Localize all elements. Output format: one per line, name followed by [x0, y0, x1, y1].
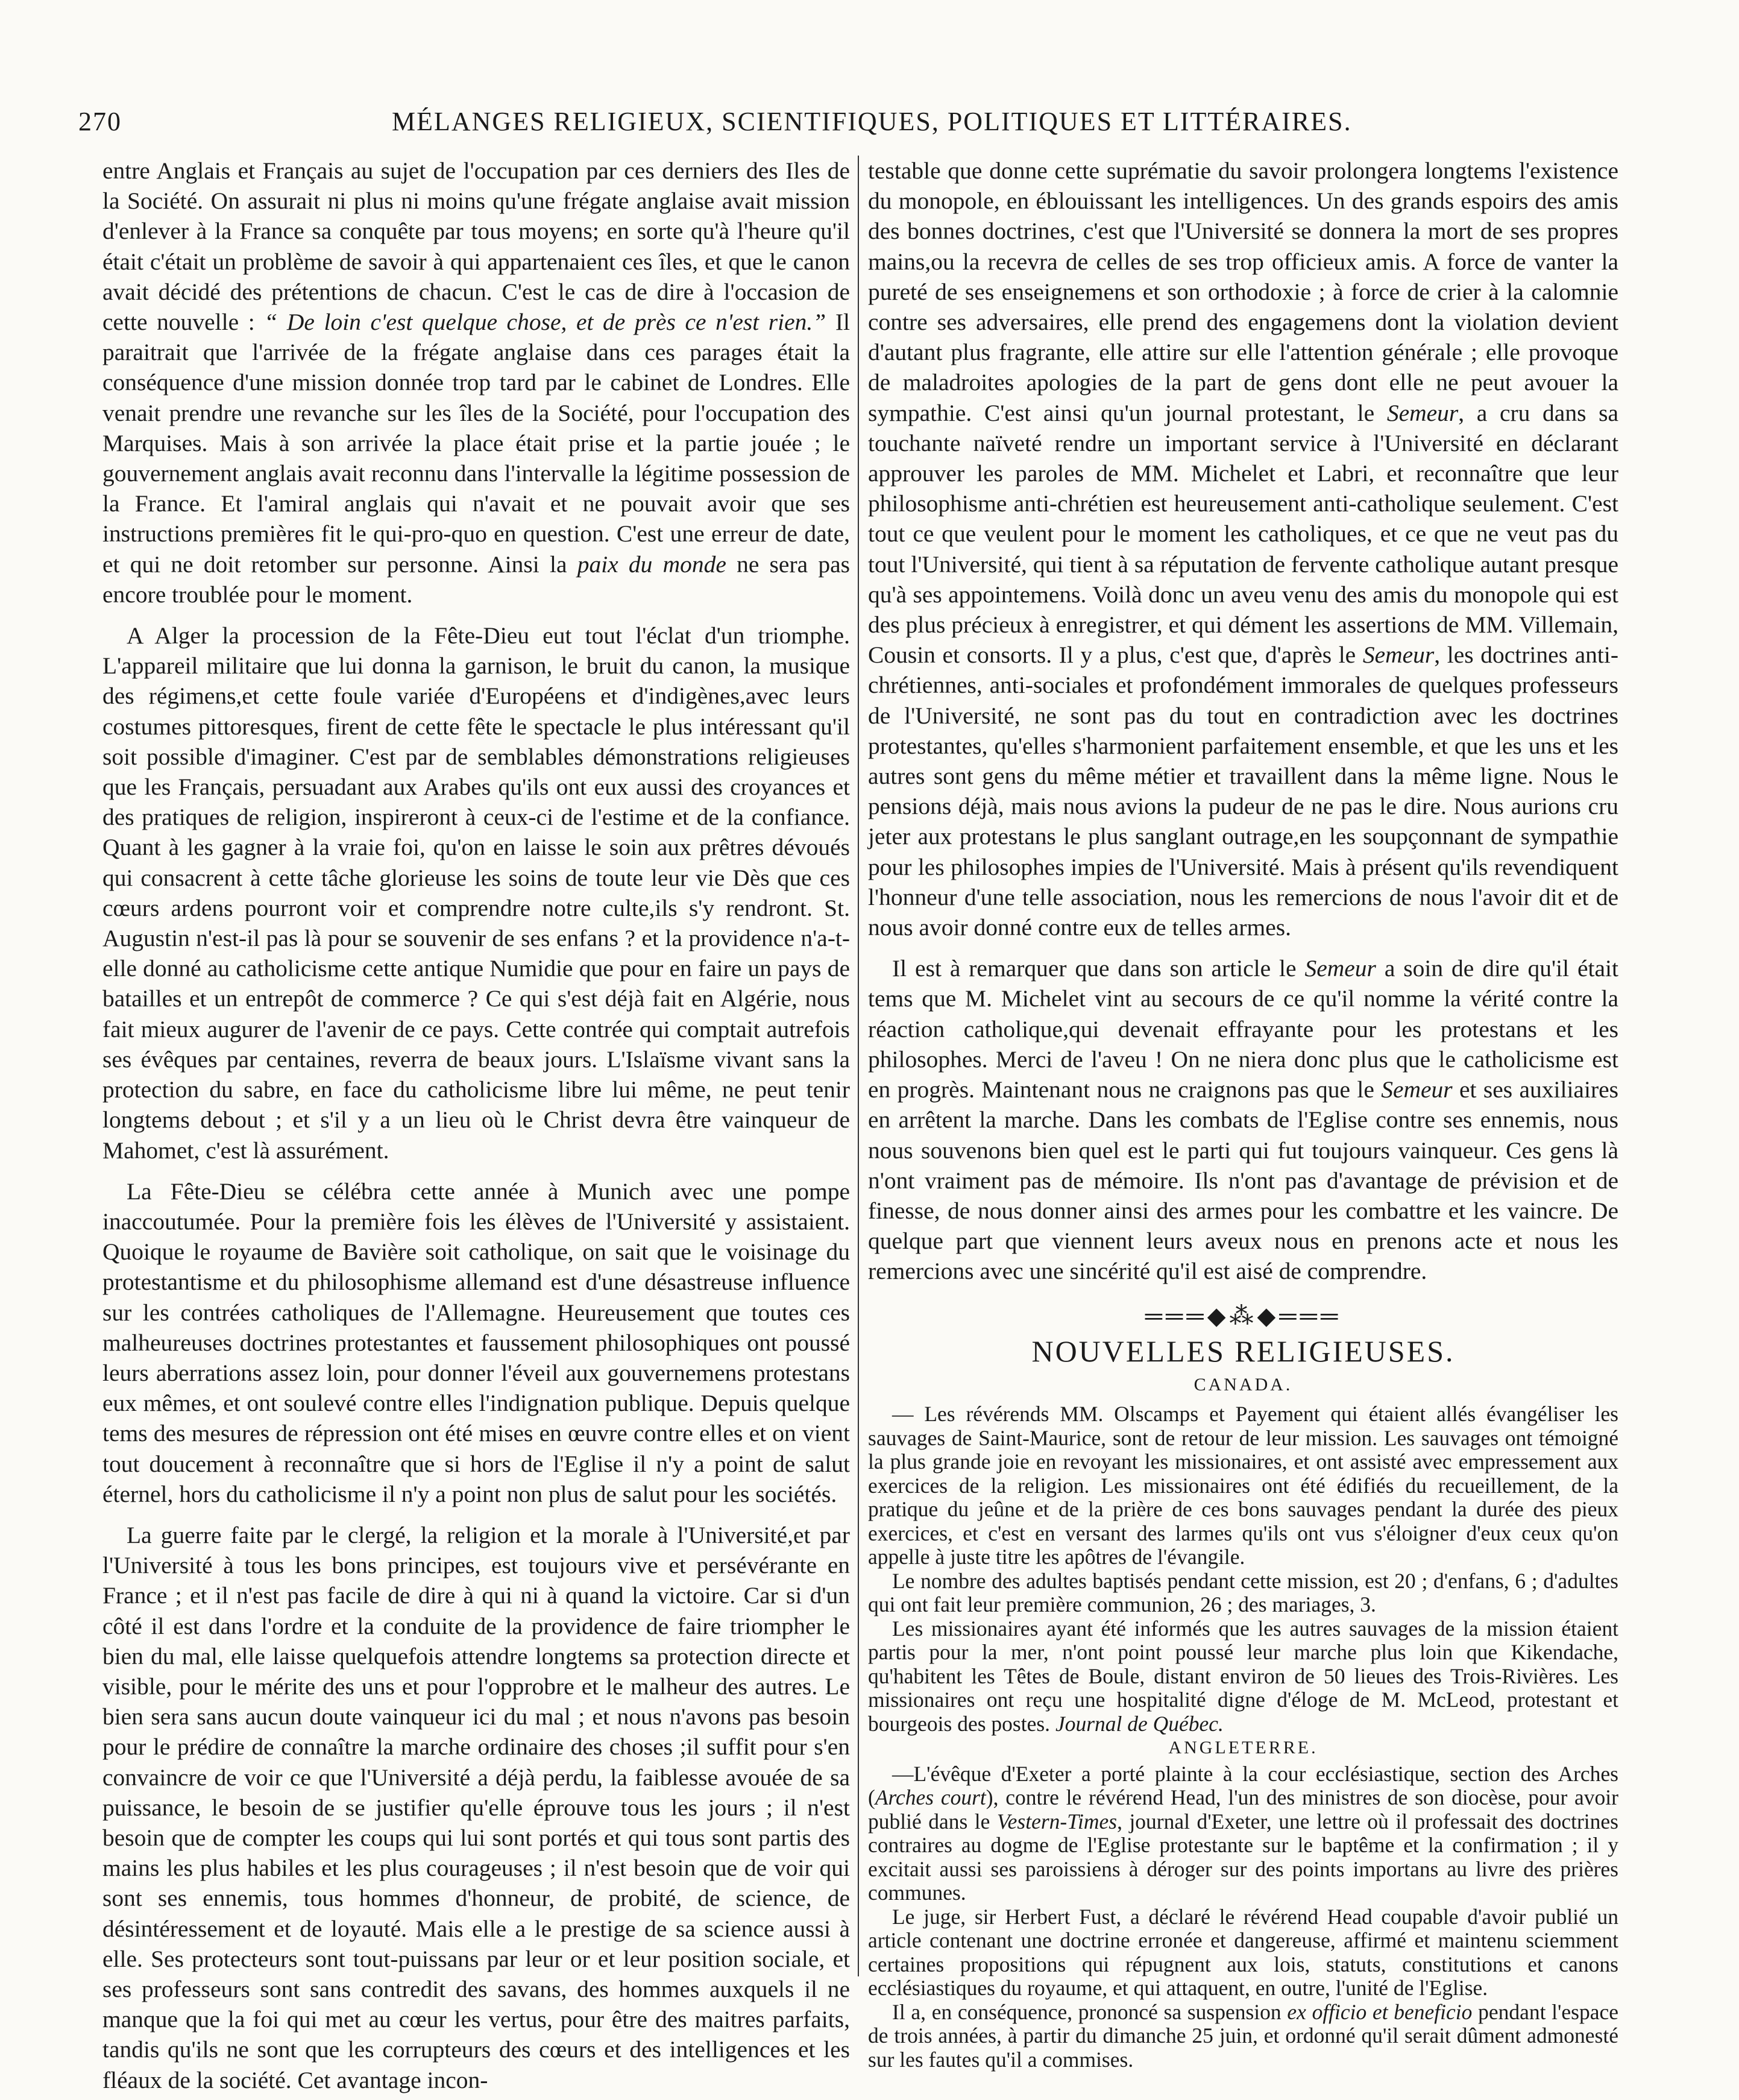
quote: “ De loin c'est quelque chose, et de près ce n'est rien.” [264, 309, 826, 336]
news-items [868, 1402, 1618, 2072]
subhead-canada: CANADA. [1193, 1374, 1293, 1395]
right-column [868, 156, 1618, 2073]
article-paragraph-munich: La Fête-Dieu se célébra cette année à Munich avec une pompe inaccoutumée. Pour la première fois les élèves de l'Université y assistaient. Quoique le royaume de Bavière soit catholique, on sait que le voisinage du protestantisme et du philosophisme allemand est d'une désastreuse influence sur les contrées catholiques de l'Allemagne. Heureusement que toutes ces malheureuses doctrines protestantes et faussement philosophiques ont poussé leurs aberrations assez loin, pour donner l'éveil aux gouvernemens protestans eux mêmes, et ont soulevé contre elles l'indignation publique. Depuis quelque tems des mesures de répression ont été mises en œuvre contre elles et on vient tout doucement à reconnaître que si hors de l'Eglise il n'y a point de salut éternel, hors du catholicisme il n'y a point non plus de salut pour les sociétés. [102, 1178, 850, 1507]
news-item-exeter: —L'évêque d'Exeter a porté plainte à la cour ecclésiastique, section des Arches (Arches court), contre le révérend Head, l'un des ministres de son diocèse, pour avoir publié dans le Vestern-Times, journal d'Exeter, une lettre où il professait des doctrines contraires au dogme de l'Eglise protestante sur le baptême et la confirmation ; il y excitait aussi ses paroissiens à déroger sur des points importans au livre des prières communes. [868, 1761, 1618, 1905]
subhead-angleterre: ANGLETERRE. [1168, 1738, 1318, 1758]
news-item-mission: — Les révérends MM. Olscamps et Payement qui étaient allés évangéliser les sauvages de Saint-Maurice, sont de retour de leur mission. Les sauvages ont témoigné la plus grande joie en revoyant les missionaires, et ont assisté avec empressement aux exercices de la religion. Les missionaires ont été édifiés du recueillement, de la pratique du jeûne et de la prière de ces bons sauvages pendant la durée des pieux exercices, et c'est en versant des larmes qu'ils ont vus s'éloigner d'eux ceux qu'on appelle à juste titre les apôtres de l'évangile. [868, 1402, 1618, 1569]
article-paragraph-semeur: testable que donne cette suprématie du savoir prolongera longtems l'existence du monopole, en éblouissant les intelligences. Un des grands espoirs des amis des bonnes doctrines, c'est que l'Université se donnera la mort de ses propres mains,ou la recevra de celles de ses trop officieux amis. A force de vanter la pureté de ses enseignemens et son orthodoxie ; à force de crier à la calomnie contre ses adversaires, elle prend des engagemens dont la violation devient d'autant plus fragrante, elle attire sur elle l'attention générale ; elle provoque de maladroites apologies de la part de gens dont elle ne peut avouer la sympathie. C'est ainsi qu'un journal protestant, le Semeur, a cru dans sa touchante naïveté rendre un important service à l'Université en déclarant approuver les paroles de MM. Michelet et Labri, et reconnaître que leur philosophisme anti-chrétien est heureusement anti-catholique seulement. C'est tout ce que veulent pour le moment les catholiques, et ce que ne veut pas du tout l'Université, qui tient à sa réputation de fervente catholique autant presque qu'à ses appointemens. Voilà donc un aveu venu des amis du monopole qui est des plus précieux à enregistrer, et qui dément les assertions de MM. Villemain, Cousin et consorts. Il y a plus, c'est que, d'après le Semeur, les doctrines anti-chrétiennes, anti-sociales et profondément immorales de quelques professeurs de l'Université, ne sont pas du tout en contradiction avec les doctrines protestantes, qu'elles s'harmonient parfaitement ensemble, et que les uns et les autres sont gens du même métier et travaillent dans la même ligne. Nous le pensions déjà, mais nous avions la pudeur de ne pas le dire. Nous aurions cru jeter aux protestans le plus sanglant outrage,en les soupçonnant de sympathie pour les philosophes impies de l'Université. Mais à présent qu'ils revendiquent l'honneur d'une telle association, nous les remercions de nous l'avoir dit et de nous avoir donné contre eux de telles armes. [868, 157, 1618, 941]
ornament-divider: ═══◆⁂◆═══ [1145, 1302, 1342, 1329]
news-item-baptemes: Le nombre des adultes baptisés pendant cette mission, est 20 ; d'enfans, 6 ; d'adultes qui ont fait leur première communion, 26 ; des mariages, 3. [868, 1568, 1618, 1617]
column-divider [858, 156, 859, 1976]
news-item-suspension: Il a, en conséquence, prononcé sa suspension ex officio et beneficio pendant l'espace de trois années, à partir du dimanche 25 juin, et ordonné qu'il serait dûment admonesté sur les fautes qu'il a commises. [868, 1999, 1618, 2072]
news-item-kikendache: Les missionaires ayant été informés que les autres sauvages de la mission étaient partis pour la mer, n'ont point poussé leur marche plus loin que Kikendache, qu'habitent les Têtes de Boule, distant environ de 50 lieues des Trois-Rivières. Les missionaires ont reçu une hospitalité digne d'éloge de M. McLeod, protestant et bourgeois des postes. Journal de Québec. [868, 1616, 1618, 1736]
news-section-title: NOUVELLES RELIGIEUSES. [1031, 1334, 1455, 1368]
source-credit: Journal de Québec. [1055, 1711, 1224, 1736]
page-number: 270 [78, 107, 122, 136]
article-paragraph-michelet: Il est à remarquer que dans son article le Semeur a soin de dire qu'il était tems que M. Michelet vint au secours de ce qu'il nomme la vérité contre la réaction catholique,qui devenait effrayante pour les protestans et les philosophes. Merci de l'aveu ! On ne niera donc plus que le catholicisme est en progrès. Maintenant nous ne craignons pas que le Semeur et ses auxiliaires en arrêtent la marche. Dans les combats de l'Eglise contre ses ennemis, nous nous souvenons bien quel est le parti qui fut toujours vainqueur. Ces gens là n'ont vraiment pas de mémoire. Ils n'ont pas d'avantage de prévision et de finesse, de nous donner ainsi des armes pour les combattre et les vaincre. De quelque part que viennent leurs aveux nous en prenons acte et nous les remercions avec une sincérité qu'il est aisé de comprendre. [868, 955, 1619, 1285]
left-column [102, 156, 850, 2093]
article-paragraph-societe: entre Anglais et Français au sujet de l'occupation par ces derniers des Iles de la Société. On assurait ni plus ni moins qu'une frégate anglaise avait mission d'enlever à la France sa conquête par tous moyens; en sorte qu'à l'heure qu'il était c'était un problème de savoir à qui appartenaient ces îles, et que le canon avait décidé des prétentions de chacun. C'est le cas de dire à l'occasion de cette nouvelle : “ De loin c'est quelque chose, et de près ce n'est rien.” Il paraitrait que l'arrivée de la frégate anglaise dans ces parages était la conséquence d'une mission donnée trop tard par le cabinet de Londres. Elle venait prendre une revanche sur les îles de la Société, pour l'occupation des Marquises. Mais à son arrivée la place était prise et la partie jouée ; le gouvernement anglais avait reconnu dans l'intervalle la légitime possession de la France. Et l'amiral anglais qui n'avait et ne pouvait avoir que ses instructions premières fit le qui-pro-quo en question. C'est une erreur de date, et qui ne doit retomber sur personne. Ainsi la paix du monde ne sera pas encore troublée pour le moment. [102, 157, 850, 608]
page-header [78, 106, 1652, 148]
news-item-juge: Le juge, sir Herbert Fust, a déclaré le révérend Head coupable d'avoir publié un article contenant une doctrine erronée et dangereuse, affirmé et maintenu sciemment certaines propositions qui répugnent aux lois, statuts, constitutions et canons ecclésiastiques du royaume, et qui attaquent, en outre, l'unité de l'Eglise. [868, 1904, 1618, 2001]
article-paragraph-alger: A Alger la procession de la Fête-Dieu eut tout l'éclat d'un triomphe. L'appareil militaire que lui donna la garnison, le bruit du canon, la musique des régimens,et cette foule variée d'Européens et d'indigènes,avec leurs costumes pittoresques, firent de cette fête le spectacle le plus intéressant qu'il soit possible d'imaginer. C'est par de semblables démonstrations religieuses que les Français, persuadant aux Arabes qu'ils ont eux aussi des croyances et des pratiques de religion, inspireront à ceux-ci de l'estime et de la confiance. Quant à les gagner à la vraie foi, qu'on en laisse le soin aux prêtres dévoués qui consacrent à cette tâche glorieuse les soins de toute leur vie Dès que ces cœurs ardens pourront voir et comprendre notre culte,ils s'y rendront. St. Augustin n'est-il pas là pour se souvenir de ses enfans ? et la providence n'a-t-elle donné au catholicisme cette antique Numidie que pour en faire un pays de batailles et un entrepôt de commerce ? Ce qui s'est déjà fait en Algérie, nous fait mieux augurer de l'avenir de ce pays. Cette contrée qui comptait autrefois ses évêques par centaines, reverra de beaux jours. L'Islaïsme vivant sans la protection du sabre, en face du catholicisme libre lui même, ne peut tenir longtems debout ; et s'il y a un lieu où le Christ devra être vainqueur de Mahomet, c'est là assurément. [102, 622, 850, 1164]
article-paragraph-universite: La guerre faite par le clergé, la religion et la morale à l'Université,et par l'Université à tous les bons principes, est toujours vive et persévérante en France ; et il n'est pas facile de dire à qui ni à quand la victoire. Car si d'un côté il est dans l'ordre et la conduite de la providence de faire triompher le bien du mal, elle laisse quelquefois attendre longtems sa protection directe et visible, pour le mérite des uns et pour l'opprobre et le malheur des autres. Le bien sera sans aucun doute vainqueur ici du mal ; et nous n'avons pas besoin pour le prédire de connaître la marche ordinaire des choses ;il suffit pour s'en convaincre de voir ce que l'Université a déjà perdu, la faiblesse avouée de sa puissance, le besoin de se justifier qu'elle éprouve tous les jours ; il n'est besoin que de compter les coups qui lui sont portés et qui tous sont partis des mains les plus habiles et les plus courageuses ; il n'est besoin que de voir qui sont ses ennemis, tous hommes d'honneur, de probité, de science, de désintéressement et de loyauté. Mais elle a le prestige de sa science aussi à elle. Ses protecteurs sont tout-puissans par leur or et leur position sociale, et ses professeurs sont sans contredit des savans, des hommes auxquels il ne manque que la foi qui met au cœur les vertus, pour être des maitres parfaits, tandis qu'ils ne sont que les corrupteurs des cœurs et des intelligences et les fléaux de la société. Cet avantage incon- [102, 1521, 850, 2093]
running-title: MÉLANGES RELIGIEUX, SCIENTIFIQUES, POLITIQUES ET LITTÉRAIRES. [392, 107, 1352, 136]
